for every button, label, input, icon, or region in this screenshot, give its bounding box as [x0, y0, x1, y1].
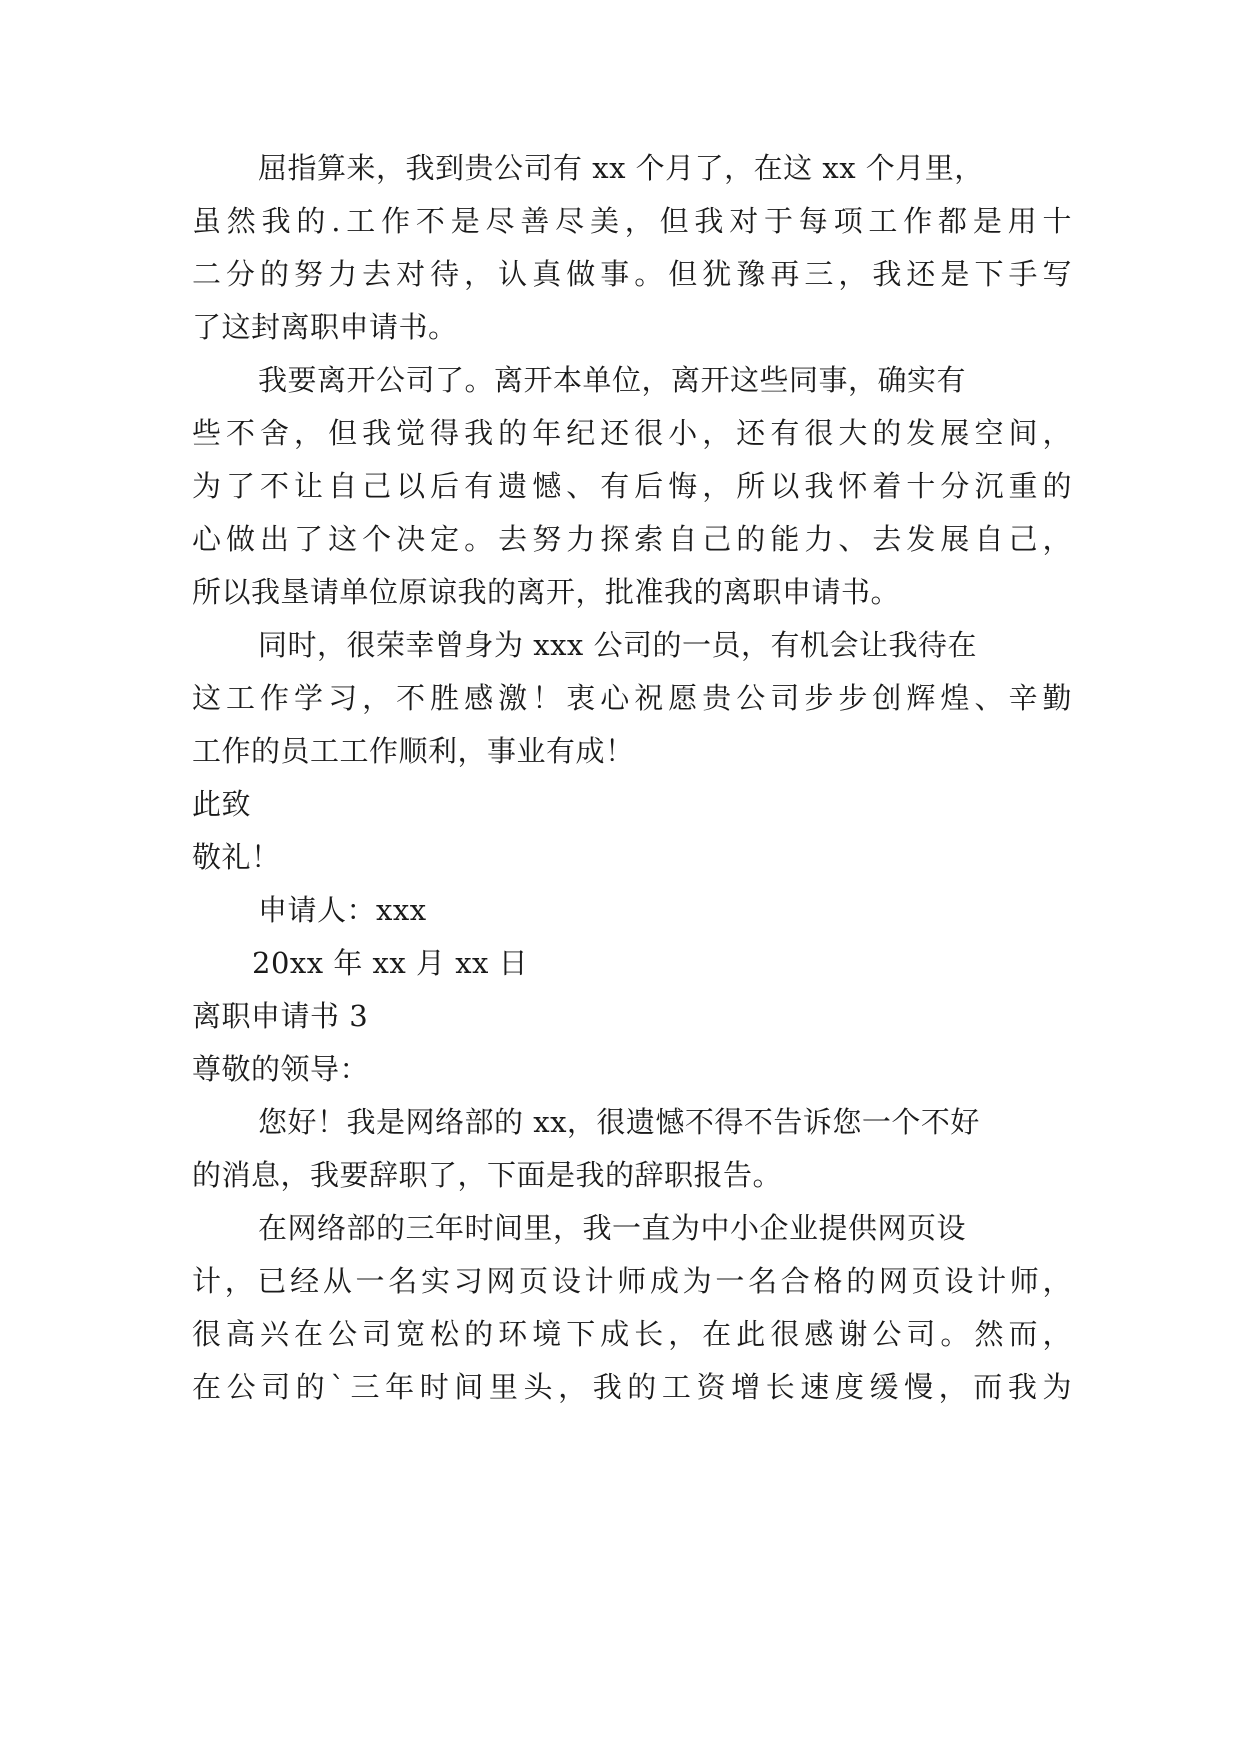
paragraph-1-line-1: 屈指算来，我到贵公司有 xx 个月了，在这 xx 个月里， [258, 151, 984, 185]
paragraph-5-line-2: 计，已经从一名实习网页设计师成为一名合格的网页设计师， [192, 1264, 1072, 1298]
greeting: 尊敬的领导： [192, 1052, 370, 1086]
closing-regards: 敬礼！ [192, 840, 281, 874]
paragraph-5-line-3: 很高兴在公司宽松的环境下成长，在此很感谢公司。然而， [192, 1317, 1072, 1351]
paragraph-1-line-4: 了这封离职申请书。 [192, 310, 458, 344]
paragraph-3-line-1: 同时，很荣幸曾身为 xxx 公司的一员，有机会让我待在 [258, 628, 978, 662]
paragraph-5-line-4: 在公司的`三年时间里头，我的工资增长速度缓慢，而我为 [192, 1370, 1072, 1404]
paragraph-3-line-3: 工作的员工工作顺利，事业有成！ [192, 734, 635, 768]
signature-date: 20xx 年 xx 月 xx 日 [252, 946, 529, 980]
paragraph-5-line-1: 在网络部的三年时间里，我一直为中小企业提供网页设 [258, 1211, 967, 1245]
paragraph-2-line-1: 我要离开公司了。离开本单位，离开这些同事，确实有 [258, 363, 967, 397]
paragraph-3-line-2: 这工作学习，不胜感激！衷心祝愿贵公司步步创辉煌、辛勤 [192, 681, 1072, 715]
paragraph-1-line-2: 虽然我的.工作不是尽善尽美，但我对于每项工作都是用十 [192, 204, 1072, 238]
paragraph-4-line-1: 您好！我是网络部的 xx，很遗憾不得不告诉您一个不好 [258, 1105, 980, 1139]
paragraph-4-line-2: 的消息，我要辞职了，下面是我的辞职报告。 [192, 1158, 783, 1192]
paragraph-2-line-3: 为了不让自己以后有遗憾、有后悔，所以我怀着十分沉重的 [192, 469, 1072, 503]
closing-salutation: 此致 [192, 787, 252, 821]
paragraph-1-line-3: 二分的努力去对待，认真做事。但犹豫再三，我还是下手写 [192, 257, 1072, 291]
section-title: 离职申请书 3 [192, 999, 369, 1033]
applicant-signature: 申请人：xxx [258, 893, 427, 927]
paragraph-2-line-4: 心做出了这个决定。去努力探索自己的能力、去发展自己， [192, 522, 1072, 556]
paragraph-2-line-2: 些不舍，但我觉得我的年纪还很小，还有很大的发展空间， [192, 416, 1072, 450]
paragraph-2-line-5: 所以我垦请单位原谅我的离开，批准我的离职申请书。 [192, 575, 901, 609]
